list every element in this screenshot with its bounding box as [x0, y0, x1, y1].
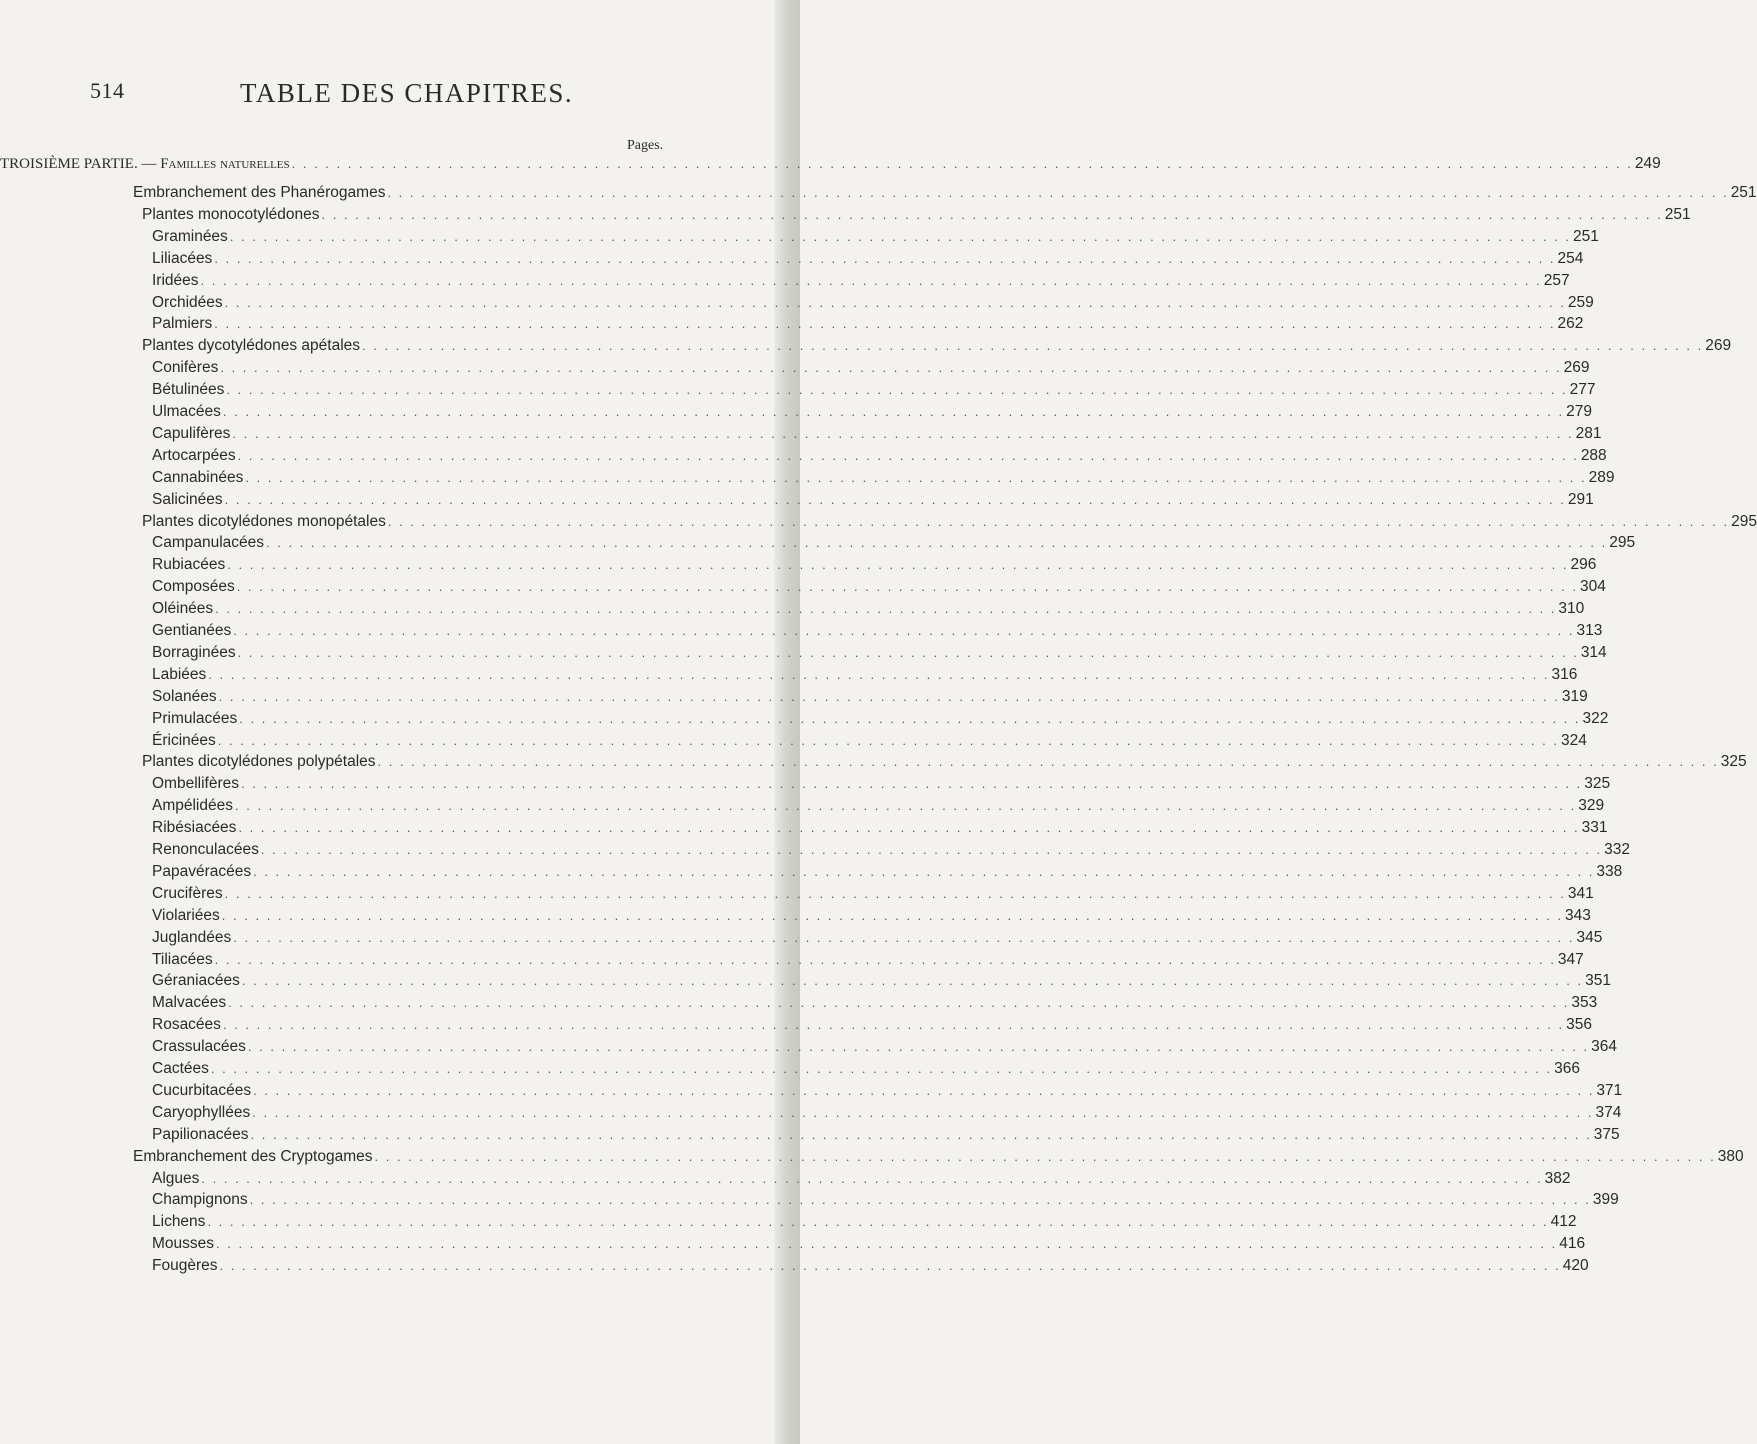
toc-entry-page: 356: [1566, 1016, 1593, 1034]
toc-entry-label: Primulacées: [152, 709, 238, 727]
toc-entry-page: 304: [1579, 578, 1606, 596]
toc-entry-page: 338: [1596, 862, 1623, 880]
toc-entry-label: Solanées: [152, 687, 217, 705]
pages-label: Pages.: [627, 138, 664, 153]
toc-entry: [0, 1235, 1586, 1257]
toc-entry-label: Caryophyllées: [152, 1103, 251, 1121]
toc-entry-label: Géraniacées: [152, 972, 240, 990]
toc-entry-label: Bétulinées: [152, 381, 225, 399]
toc-entry: [0, 1081, 1623, 1104]
toc-entry: [0, 665, 1578, 688]
part-label: TROISIÈME PARTIE. —: [0, 156, 161, 172]
toc-entry-label: Plantes monocotylédones: [142, 205, 320, 223]
toc-entry-page: 382: [1544, 1169, 1571, 1187]
toc-entry: [0, 1060, 1580, 1082]
leader-dots: . . . . . . . . . . . . . . . . . . . . . . . . . . . . . . . . . . . . . . . . . . . . . . . . . . . . . . . . . . . . . . . . . . . . . . . . . . . . . . . . . . . . . . . . . . . . . . . . . . . . . . . . . . . . . . . . . . . . . . . .: [253, 863, 1595, 879]
toc-entry-page: 331: [1581, 819, 1608, 837]
leader-dots: . . . . . . . . . . . . . . . . . . . . . . . . . . . . . . . . . . . . . . . . . . . . . . . . . . . . . . . . . . . . . . . . . . . . . . . . . . . . . . . . . . . . . . . . . . . . . . . . . . . . . . . . . . . . . . . . . . . . . . . .: [214, 951, 1556, 967]
toc-entry: [0, 227, 1599, 250]
toc-entry-label: Artocarpées: [152, 446, 236, 464]
toc-entry: [0, 1147, 1744, 1170]
toc-entry-label: Champignons: [152, 1191, 248, 1209]
toc-entry-page: 289: [1588, 468, 1615, 486]
toc-entry-label: Violariées: [152, 906, 220, 924]
leader-dots: . . . . . . . . . . . . . . . . . . . . . . . . . . . . . . . . . . . . . . . . . . . . . . . . . . . . . . . . . . . . . . . . . . . . . . . . . . . . . . . . . . . . . . . . . . . . . . . . . . . . . . . . . . . . . . . . . . . . . . . .: [241, 973, 1584, 989]
toc-entry-label: Liliacées: [152, 249, 213, 267]
toc-entry: [0, 512, 1757, 535]
leader-dots: . . . . . . . . . . . . . . . . . . . . . . . . . . . . . . . . . . . . . . . . . . . . . . . . . . . . . . . . . . . . . . . . . . . . . . . . . . . . . . . . . . . . . . . . . . . . . . . . . . . . . . . . . . . . . . . . . . . . . . . .: [219, 1258, 1561, 1274]
page-number: 514: [90, 78, 125, 103]
running-title: TABLE DES CHAPITRES.: [240, 78, 574, 108]
leader-dots: . . . . . . . . . . . . . . . . . . . . . . . . . . . . . . . . . . . . . . . . . . . . . . . . . . . . . . . . . . . . . . . . . . . . . . . . . . . . . . . . . . . . . . . . . . . . . . . . . . . . . . . . . . . . . . . . . . . . . . . .: [232, 425, 1574, 441]
toc-entry-page: 296: [1570, 556, 1597, 574]
toc-entry: [0, 1191, 1619, 1213]
toc-entry: [0, 205, 1691, 228]
toc-entry-label: Cactées: [152, 1060, 209, 1077]
toc-entry-page: 281: [1575, 424, 1602, 442]
toc-entry-page: 288: [1580, 446, 1607, 464]
toc-entry: [0, 600, 1585, 622]
toc-entry-page: 259: [1567, 293, 1594, 311]
toc-entry-label: Campanulacées: [152, 534, 265, 552]
page-header: [90, 78, 695, 118]
toc-entry-label: Salicinées: [152, 490, 223, 508]
toc-entry-label: Borraginées: [152, 643, 236, 661]
leader-dots: . . . . . . . . . . . . . . . . . . . . . . . . . . . . . . . . . . . . . . . . . . . . . . . . . . . . . . . . . . . . . . . . . . . . . . . . . . . . . . . . . . . . . . . . . . . . . . . . . . . . . . . . . . . . . . . . . . . . . . . .: [222, 404, 1565, 419]
toc-entry-page: 251: [1573, 227, 1599, 245]
toc-entry-label: Ribésiacées: [152, 819, 237, 837]
toc-entry-page: 279: [1566, 403, 1593, 420]
toc-entry-page: 316: [1551, 665, 1578, 683]
leader-dots: . . . . . . . . . . . . . . . . . . . . . . . . . . . . . . . . . . . . . . . . . . . . . . . . . . . . . . . . . . . . . . . . . . . . . . . . . . . . . . . . . . . . . . . . . . . . . . . . . . . . . . . . . . . . . . . . . . . . . . . .: [215, 601, 1557, 617]
leader-dots: . . . . . . . . . . . . . . . . . . . . . . . . . . . . . . . . . . . . . . . . . . . . . . . . . . . . . . . . . . . . . . . . . . . . . . . . . . . . . . . . . . . . . . . . . . . . . . . . . . . . . . . . . . . . . . . . . . . . . . . .: [201, 1170, 1543, 1186]
toc-entry-page: 345: [1576, 928, 1603, 946]
toc-entry: [0, 841, 1630, 863]
toc-entry-page: 325: [1720, 753, 1747, 771]
toc-entry-label: Tiliacées: [152, 950, 213, 968]
toc-entry-page: 332: [1604, 841, 1630, 858]
toc-entry-label: Plantes dycotylédones apétales: [142, 337, 361, 355]
toc-entry-page: 416: [1559, 1235, 1586, 1253]
toc-entry-label: Ombellifères: [152, 775, 239, 793]
toc-entry-page: 319: [1561, 687, 1588, 705]
toc-entry-label: Crucifères: [152, 884, 223, 902]
toc-entry-label: Renonculacées: [152, 841, 259, 858]
toc-entry-page: 347: [1557, 950, 1584, 968]
leader-dots: . . . . . . . . . . . . . . . . . . . . . . . . . . . . . . . . . . . . . . . . . . . . . . . . . . . . . . . . . . . . . . . . . . . . . . . . . . . . . . . . . . . . . . . . . . . . . . . . . . . . . . . . . . . . . . . . . . . . . . . .: [321, 206, 1663, 222]
leader-dots: . . . . . . . . . . . . . . . . . . . . . . . . . . . . . . . . . . . . . . . . . . . . . . . . . . . . . . . . . . . . . . . . . . . . . . . . . . . . . . . . . . . . . . . . . . . . . . . . . . . . . . . . . . . . . . . . . . . . . . . .: [224, 491, 1566, 507]
toc-entry-label: Lichens: [152, 1213, 206, 1231]
toc-entry-label: Oléinées: [152, 600, 214, 618]
toc-entry: [0, 862, 1623, 885]
toc-entry-page: 269: [1705, 337, 1732, 355]
toc-entry: [0, 753, 1747, 775]
leader-dots: . . . . . . . . . . . . . . . . . . . . . . . . . . . . . . . . . . . . . . . . . . . . . . . . . . . . . . . . . . . . . . . . . . . . . . . . . . . . . . . . . . . . . . . . . . . . . . . . . . . . . . . . . . . . . . . . . . . . . . . .: [228, 995, 1570, 1011]
part-label-small-caps: Familles naturelles: [160, 156, 290, 172]
toc-entry-label: Juglandées: [152, 928, 232, 946]
toc-entry-page: 341: [1567, 884, 1594, 902]
toc-entry: [0, 490, 1594, 513]
toc-entry-label: Labiées: [152, 665, 207, 683]
toc-entry: [0, 687, 1588, 710]
toc-entry-label: Ampélidées: [152, 797, 233, 815]
toc-entry-page: 420: [1562, 1257, 1589, 1275]
toc-entry-label: Cannabinées: [152, 468, 244, 486]
leader-dots: . . . . . . . . . . . . . . . . . . . . . . . . . . . . . . . . . . . . . . . . . . . . . . . . . . . . . . . . . . . . . . . . . . . . . . . . . . . . . . . . . . . . . . . . . . . . . . . . . . . . . . . . . . . . . . . . . . . . . . . .: [226, 382, 1568, 398]
leader-dots: . . . . . . . . . . . . . . . . . . . . . . . . . . . . . . . . . . . . . . . . . . . . . . . . . . . . . . . . . . . . . . . . . . . . . . . . . . . . . . . . . . . . . . . . . . . . . . . . . . . . . . . . . . . . . . . . . . . . . . . .: [252, 1104, 1594, 1120]
toc-entry: [0, 972, 1611, 994]
toc-entry-label: Palmiers: [152, 315, 213, 333]
toc-entry-label: Plantes dicotylédones polypétales: [142, 753, 376, 771]
toc-entry: [0, 1213, 1577, 1235]
toc-entry: [0, 446, 1607, 469]
toc-entry: [0, 643, 1607, 666]
toc-entry-page: 364: [1591, 1038, 1618, 1056]
leader-dots: . . . . . . . . . . . . . . . . . . . . . . . . . . . . . . . . . . . . . . . . . . . . . . . . . . . . . . . . . . . . . . . . . . . . . . . . . . . . . . . . . . . . . . . . . . . . . . . . . . . . . . . . . . . . . . . . . . . . . . . .: [236, 579, 1578, 595]
toc-entry-page: 277: [1569, 381, 1596, 399]
toc-entry-page: 251: [1664, 205, 1691, 223]
toc-entry: [0, 184, 1757, 206]
toc-entry-label: Embranchement des Cryptogames: [133, 1147, 373, 1165]
leader-dots: . . . . . . . . . . . . . . . . . . . . . . . . . . . . . . . . . . . . . . . . . . . . . . . . . . . . . . . . . . . . . . . . . . . . . . . . . . . . . . . . . . . . . . . . . . . . . . . . . . . . . . . . . . . . . . . . . . . . . . . .: [224, 294, 1566, 310]
toc-entry-page: 412: [1550, 1213, 1577, 1231]
toc-entry-page: 257: [1543, 271, 1570, 289]
leader-dots: . . . . . . . . . . . . . . . . . . . . . . . . . . . . . . . . . . . . . . . . . . . . . . . . . . . . . . . . . . . . . . . . . . . . . . . . . . . . . . . . . . . . . . . . . . . . . . . . . . . . . . . . . . . . . . . . . . . . . . . .: [249, 1192, 1591, 1208]
toc-entry-page: 262: [1557, 315, 1584, 333]
toc-entry: [0, 249, 1584, 272]
toc-entry-page: 322: [1582, 709, 1609, 727]
toc-entry-label: Graminées: [152, 227, 228, 245]
leader-dots: . . . . . . . . . . . . . . . . . . . . . . . . . . . . . . . . . . . . . . . . . . . . . . . . . . . . . . . . . . . . . . . . . . . . . . . . . . . . . . . . . . . . . . . . . . . . . . . . . . . . . . . . . . . . . . . . . . . . . . . .: [233, 929, 1575, 945]
toc-entry-label: Plantes dicotylédones monopétales: [142, 512, 386, 530]
toc-entry-label: Rubiacées: [152, 556, 226, 574]
toc-entry-label: Crassulacées: [152, 1038, 246, 1056]
toc-entry: [0, 1016, 1593, 1038]
toc-entry-label: Gentianées: [152, 622, 232, 639]
toc-entry: [0, 1125, 1620, 1148]
toc-entry-label: Orchidées: [152, 293, 223, 311]
toc-entry-page: 295: [1609, 534, 1636, 552]
toc-entry-label: Ulmacées: [152, 403, 221, 420]
toc-entry: [0, 622, 1603, 644]
leader-dots: . . . . . . . . . . . . . . . . . . . . . . . . . . . . . . . . . . . . . . . . . . . . . . . . . . . . . . . . . . . . . . . . . . . . . . . . . . . . . . . . . . . . . . . . . . . . . . . . . . . . . . . . . . . . . . . . . . . . . . . .: [221, 907, 1564, 923]
leader-dots: . . . . . . . . . . . . . . . . . . . . . . . . . . . . . . . . . . . . . . . . . . . . . . . . . . . . . . . . . . . . . . . . . . . . . . . . . . . . . . . . . . . . . . . . . . . . . . . . . . . . . . . . . . . . . . . . . . . . . . . .: [245, 469, 1587, 485]
toc-entry: [0, 709, 1609, 732]
leader-dots: . . . . . . . . . . . . . . . . . . . . . . . . . . . . . . . . . . . . . . . . . . . . . . . . . . . . . . . . . . . . . . . . . . . . . . . . . . . . . . . . . . . . . . . . . . . . . . . . . . . . . . . . . . . . . . . . . . . . . . . .: [208, 666, 1550, 682]
leader-dots: . . . . . . . . . . . . . . . . . . . . . . . . . . . . . . . . . . . . . . . . . . . . . . . . . . . . . . . . . . . . . . . . . . . . . . . . . . . . . . . . . . . . . . . . . . . . . . . . . . . . . . . . . . . . . . . . . . . . . . . .: [239, 710, 1581, 726]
leader-dots: . . . . . . . . . . . . . . . . . . . . . . . . . . . . . . . . . . . . . . . . . . . . . . . . . . . . . . . . . . . . . . . . . . . . . . . . . . . . . . . . . . . . . . . . . . . . . . . . . . . . . . . . . . . . . . . . . . . . . . . .: [227, 557, 1569, 573]
leader-dots: . . . . . . . . . . . . . . . . . . . . . . . . . . . . . . . . . . . . . . . . . . . . . . . . . . . . . . . . . . . . . . . . . . . . . . . . . . . . . . . . . . . . . . . . . . . . . . . . . . . . . . . . . . . . . . . . . . . . . . . .: [250, 1126, 1592, 1142]
leader-dots: . . . . . . . . . . . . . . . . . . . . . . . . . . . . . . . . . . . . . . . . . . . . . . . . . . . . . . . . . . . . . . . . . . . . . . . . . . . . . . . . . . . . . . . . . . . . . . . . . . . . . . . . . . . . . . . . . . . . . . . .: [260, 842, 1603, 857]
leader-dots: . . . . . . . . . . . . . . . . . . . . . . . . . . . . . . . . . . . . . . . . . . . . . . . . . . . . . . . . . . . . . . . . . . . . . . . . . . . . . . . . . . . . . . . . . . . . . . . . . . . . . . . . . . . . . . . . . . . . . . . .: [222, 1017, 1565, 1033]
leader-dots: . . . . . . . . . . . . . . . . . . . . . . . . . . . . . . . . . . . . . . . . . . . . . . . . . . . . . . . . . . . . . . . . . . . . . . . . . . . . . . . . . . . . . . . . . . . . . . . . . . . . . . . . . . . . . . . . . . . . . . . .: [224, 885, 1566, 901]
toc-entry: [0, 1103, 1622, 1126]
toc-entry: [0, 359, 1590, 381]
toc-entry: [0, 928, 1603, 951]
toc-entry-page: 399: [1592, 1191, 1619, 1209]
leader-dots: . . . . . . . . . . . . . . . . . . . . . . . . . . . . . . . . . . . . . . . . . . . . . . . . . . . . . . . . . . . . . . . . . . . . . . . . . . . . . . . . . . . . . . . . . . . . . . . . . . . . . . . . . . . . . . . . . . . . . . . .: [220, 360, 1562, 376]
leader-dots: . . . . . . . . . . . . . . . . . . . . . . . . . . . . . . . . . . . . . . . . . . . . . . . . . . . . . . . . . . . . . . . . . . . . . . . . . . . . . . . . . . . . . . . . . . . . . . . . . . . . . . . . . . . . . . . . . . . . . . . .: [291, 156, 1633, 171]
leader-dots: . . . . . . . . . . . . . . . . . . . . . . . . . . . . . . . . . . . . . . . . . . . . . . . . . . . . . . . . . . . . . . . . . . . . . . . . . . . . . . . . . . . . . . . . . . . . . . . . . . . . . . . . . . . . . . . . . . . . . . . .: [387, 513, 1730, 529]
leader-dots: . . . . . . . . . . . . . . . . . . . . . . . . . . . . . . . . . . . . . . . . . . . . . . . . . . . . . . . . . . . . . . . . . . . . . . . . . . . . . . . . . . . . . . . . . . . . . . . . . . . . . . . . . . . . . . . . . . . . . . . .: [266, 535, 1608, 551]
leader-dots: . . . . . . . . . . . . . . . . . . . . . . . . . . . . . . . . . . . . . . . . . . . . . . . . . . . . . . . . . . . . . . . . . . . . . . . . . . . . . . . . . . . . . . . . . . . . . . . . . . . . . . . . . . . . . . . . . . . . . . . .: [387, 185, 1729, 200]
toc-entry-page: 295: [1731, 512, 1757, 530]
toc-entry-label: Malvacées: [152, 994, 227, 1012]
toc-entry-page: 375: [1593, 1125, 1620, 1143]
toc-entry-page: 371: [1596, 1081, 1623, 1099]
toc-entry-page: 314: [1580, 643, 1607, 661]
leader-dots: . . . . . . . . . . . . . . . . . . . . . . . . . . . . . . . . . . . . . . . . . . . . . . . . . . . . . . . . . . . . . . . . . . . . . . . . . . . . . . . . . . . . . . . . . . . . . . . . . . . . . . . . . . . . . . . . . . . . . . . .: [362, 338, 1704, 354]
leader-dots: . . . . . . . . . . . . . . . . . . . . . . . . . . . . . . . . . . . . . . . . . . . . . . . . . . . . . . . . . . . . . . . . . . . . . . . . . . . . . . . . . . . . . . . . . . . . . . . . . . . . . . . . . . . . . . . . . . . . . . . .: [217, 732, 1559, 748]
toc-entry: [0, 950, 1584, 973]
toc-entry-page: 254: [1557, 249, 1584, 267]
toc-entry-label: Capulifères: [152, 424, 231, 442]
leader-dots: . . . . . . . . . . . . . . . . . . . . . . . . . . . . . . . . . . . . . . . . . . . . . . . . . . . . . . . . . . . . . . . . . . . . . . . . . . . . . . . . . . . . . . . . . . . . . . . . . . . . . . . . . . . . . . . . . . . . . . . .: [377, 754, 1719, 770]
toc-entry-label: Papavéracées: [152, 862, 252, 880]
toc-entry-page: 343: [1565, 906, 1591, 924]
toc-entry: [0, 906, 1591, 929]
toc-entry-label: Fougères: [152, 1257, 218, 1275]
toc-entry: [0, 775, 1611, 797]
leader-dots: . . . . . . . . . . . . . . . . . . . . . . . . . . . . . . . . . . . . . . . . . . . . . . . . . . . . . . . . . . . . . . . . . . . . . . . . . . . . . . . . . . . . . . . . . . . . . . . . . . . . . . . . . . . . . . . . . . . . . . . .: [238, 820, 1580, 836]
toc-entry: [0, 797, 1605, 819]
toc-entry: [0, 556, 1597, 578]
leader-dots: . . . . . . . . . . . . . . . . . . . . . . . . . . . . . . . . . . . . . . . . . . . . . . . . . . . . . . . . . . . . . . . . . . . . . . . . . . . . . . . . . . . . . . . . . . . . . . . . . . . . . . . . . . . . . . . . . . . . . . . .: [253, 1082, 1595, 1098]
toc-entry-page: 313: [1576, 622, 1603, 639]
leader-dots: . . . . . . . . . . . . . . . . . . . . . . . . . . . . . . . . . . . . . . . . . . . . . . . . . . . . . . . . . . . . . . . . . . . . . . . . . . . . . . . . . . . . . . . . . . . . . . . . . . . . . . . . . . . . . . . . . . . . . . . .: [374, 1148, 1716, 1164]
leader-dots: . . . . . . . . . . . . . . . . . . . . . . . . . . . . . . . . . . . . . . . . . . . . . . . . . . . . . . . . . . . . . . . . . . . . . . . . . . . . . . . . . . . . . . . . . . . . . . . . . . . . . . . . . . . . . . . . . . . . . . . .: [229, 228, 1572, 244]
toc-entry-page: 324: [1560, 731, 1587, 749]
toc-entry-page: 329: [1578, 797, 1605, 815]
toc-entry-label: Cucurbitacées: [152, 1081, 252, 1099]
toc-entry: [0, 403, 1593, 425]
toc-entry-page: 325: [1584, 775, 1611, 793]
toc-entry: [0, 994, 1598, 1016]
toc-entry: [0, 293, 1594, 316]
toc-entry-label: Algues: [152, 1169, 200, 1187]
toc-entry: [0, 315, 1584, 337]
leader-dots: . . . . . . . . . . . . . . . . . . . . . . . . . . . . . . . . . . . . . . . . . . . . . . . . . . . . . . . . . . . . . . . . . . . . . . . . . . . . . . . . . . . . . . . . . . . . . . . . . . . . . . . . . . . . . . . . . . . . . . . .: [237, 644, 1579, 660]
toc-entry-label: Iridées: [152, 271, 199, 289]
toc-entry-page: 366: [1554, 1060, 1580, 1077]
part-page: 249: [1634, 155, 1661, 172]
toc-entry: [0, 731, 1587, 754]
part-heading-row: [0, 155, 1661, 177]
leader-dots: . . . . . . . . . . . . . . . . . . . . . . . . . . . . . . . . . . . . . . . . . . . . . . . . . . . . . . . . . . . . . . . . . . . . . . . . . . . . . . . . . . . . . . . . . . . . . . . . . . . . . . . . . . . . . . . . . . . . . . . .: [241, 776, 1583, 792]
toc-entry-page: 380: [1717, 1147, 1744, 1165]
leader-dots: . . . . . . . . . . . . . . . . . . . . . . . . . . . . . . . . . . . . . . . . . . . . . . . . . . . . . . . . . . . . . . . . . . . . . . . . . . . . . . . . . . . . . . . . . . . . . . . . . . . . . . . . . . . . . . . . . . . . . . . .: [247, 1039, 1590, 1055]
leader-dots: . . . . . . . . . . . . . . . . . . . . . . . . . . . . . . . . . . . . . . . . . . . . . . . . . . . . . . . . . . . . . . . . . . . . . . . . . . . . . . . . . . . . . . . . . . . . . . . . . . . . . . . . . . . . . . . . . . . . . . . .: [207, 1214, 1549, 1230]
leader-dots: . . . . . . . . . . . . . . . . . . . . . . . . . . . . . . . . . . . . . . . . . . . . . . . . . . . . . . . . . . . . . . . . . . . . . . . . . . . . . . . . . . . . . . . . . . . . . . . . . . . . . . . . . . . . . . . . . . . . . . . .: [218, 688, 1560, 704]
toc-entry-label: Éricinées: [152, 731, 216, 749]
leader-dots: . . . . . . . . . . . . . . . . . . . . . . . . . . . . . . . . . . . . . . . . . . . . . . . . . . . . . . . . . . . . . . . . . . . . . . . . . . . . . . . . . . . . . . . . . . . . . . . . . . . . . . . . . . . . . . . . . . . . . . . .: [233, 623, 1575, 638]
toc-entry-label: Papilionacées: [152, 1125, 249, 1143]
leader-dots: . . . . . . . . . . . . . . . . . . . . . . . . . . . . . . . . . . . . . . . . . . . . . . . . . . . . . . . . . . . . . . . . . . . . . . . . . . . . . . . . . . . . . . . . . . . . . . . . . . . . . . . . . . . . . . . . . . . . . . . .: [216, 1236, 1558, 1252]
toc-entry: [0, 337, 1732, 359]
toc-entry-page: 251: [1730, 184, 1757, 201]
toc-entry: [0, 1038, 1618, 1060]
toc-entry: [0, 1257, 1589, 1279]
toc-entry-label: Composées: [152, 578, 235, 596]
leader-dots: . . . . . . . . . . . . . . . . . . . . . . . . . . . . . . . . . . . . . . . . . . . . . . . . . . . . . . . . . . . . . . . . . . . . . . . . . . . . . . . . . . . . . . . . . . . . . . . . . . . . . . . . . . . . . . . . . . . . . . . .: [200, 272, 1542, 288]
leader-dots: . . . . . . . . . . . . . . . . . . . . . . . . . . . . . . . . . . . . . . . . . . . . . . . . . . . . . . . . . . . . . . . . . . . . . . . . . . . . . . . . . . . . . . . . . . . . . . . . . . . . . . . . . . . . . . . . . . . . . . . .: [235, 798, 1577, 814]
toc-entry-page: 269: [1563, 359, 1590, 377]
leader-dots: . . . . . . . . . . . . . . . . . . . . . . . . . . . . . . . . . . . . . . . . . . . . . . . . . . . . . . . . . . . . . . . . . . . . . . . . . . . . . . . . . . . . . . . . . . . . . . . . . . . . . . . . . . . . . . . . . . . . . . . .: [237, 447, 1579, 463]
toc-entry: [0, 468, 1615, 491]
toc-entry: [0, 884, 1594, 907]
toc-entry-page: 351: [1585, 972, 1611, 990]
toc-entry: [0, 381, 1596, 403]
leader-dots: . . . . . . . . . . . . . . . . . . . . . . . . . . . . . . . . . . . . . . . . . . . . . . . . . . . . . . . . . . . . . . . . . . . . . . . . . . . . . . . . . . . . . . . . . . . . . . . . . . . . . . . . . . . . . . . . . . . . . . . .: [214, 316, 1556, 332]
toc-entry-label: Mousses: [152, 1235, 215, 1253]
toc-entry-page: 374: [1595, 1103, 1622, 1121]
toc-entry-label: Conifères: [152, 359, 219, 377]
leader-dots: . . . . . . . . . . . . . . . . . . . . . . . . . . . . . . . . . . . . . . . . . . . . . . . . . . . . . . . . . . . . . . . . . . . . . . . . . . . . . . . . . . . . . . . . . . . . . . . . . . . . . . . . . . . . . . . . . . . . . . . .: [210, 1061, 1553, 1076]
toc-entry: [0, 534, 1636, 556]
toc-entry: [0, 424, 1602, 447]
leader-dots: . . . . . . . . . . . . . . . . . . . . . . . . . . . . . . . . . . . . . . . . . . . . . . . . . . . . . . . . . . . . . . . . . . . . . . . . . . . . . . . . . . . . . . . . . . . . . . . . . . . . . . . . . . . . . . . . . . . . . . . .: [214, 250, 1556, 266]
toc-entry: [0, 578, 1606, 600]
toc-entry-page: 310: [1558, 600, 1585, 618]
toc-entry-label: Embranchement des Phanérogames: [133, 184, 386, 201]
toc-entry: [0, 819, 1608, 841]
toc-entry-label: Rosacées: [152, 1016, 221, 1034]
toc-entry-page: 353: [1571, 994, 1598, 1012]
toc-entry: [0, 271, 1570, 294]
toc-entry: [0, 1169, 1571, 1192]
toc-entry-page: 291: [1567, 490, 1594, 508]
